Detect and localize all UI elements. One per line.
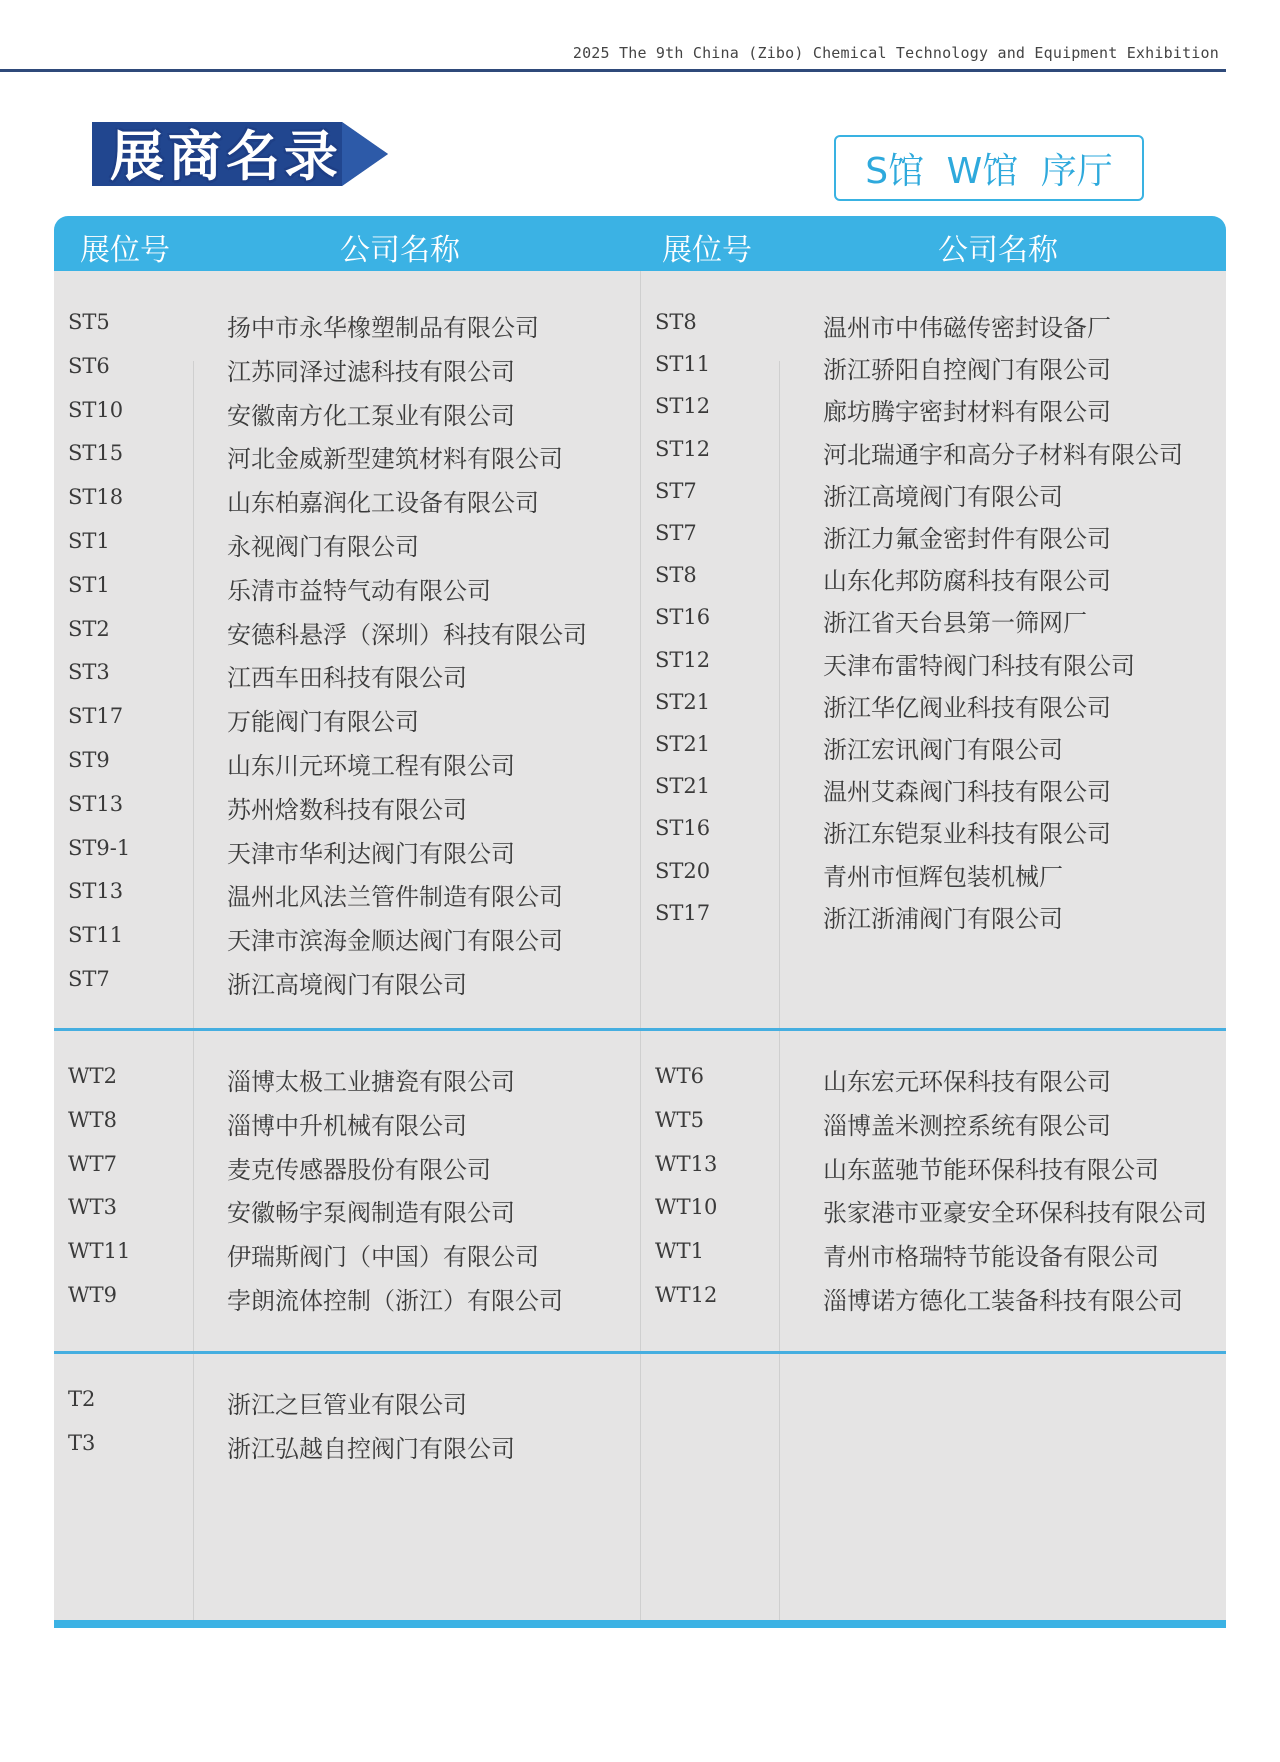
booth-number: ST20 <box>655 858 711 883</box>
company-name: 温州北风法兰管件制造有限公司 <box>227 883 563 912</box>
booth-number: ST12 <box>655 436 711 461</box>
company-name: 浙江东铠泵业科技有限公司 <box>823 820 1111 849</box>
company-name: 安徽南方化工泵业有限公司 <box>227 401 515 430</box>
section-separator <box>54 1028 1226 1031</box>
title-banner <box>92 112 388 190</box>
booth-number: ST18 <box>68 485 124 510</box>
section-separator <box>54 1351 1226 1354</box>
column-header-booth-right: 展位号 <box>662 233 752 268</box>
booth-number: ST7 <box>655 478 697 503</box>
booth-number: ST11 <box>655 352 711 377</box>
company-name: 天津市滨海金顺达阀门有限公司 <box>227 927 563 956</box>
booth-number: WT12 <box>655 1283 718 1307</box>
booth-number: WT8 <box>68 1107 117 1132</box>
company-name: 淄博诺方德化工装备科技有限公司 <box>823 1287 1183 1315</box>
company-name: 浙江之巨管业有限公司 <box>227 1391 467 1419</box>
company-name: 浙江华亿阀业科技有限公司 <box>823 693 1111 722</box>
company-name: 浙江省天台县第一筛网厂 <box>823 609 1087 638</box>
booth-number: WT7 <box>68 1151 117 1176</box>
page-title: 展商名录 <box>110 125 342 188</box>
booth-number: ST8 <box>655 310 697 334</box>
company-name: 浙江宏讯阀门有限公司 <box>823 736 1063 764</box>
booth-number: ST8 <box>655 563 697 588</box>
booth-number: ST1 <box>68 529 110 553</box>
booth-number: WT9 <box>68 1283 117 1307</box>
booth-number: WT13 <box>655 1151 718 1176</box>
header-caption: 2025 The 9th China (Zibo) Chemical Technology and Equipment Exhibition <box>572 44 1219 62</box>
booth-number: WT3 <box>68 1195 117 1220</box>
company-name: 安徽畅宇泵阀制造有限公司 <box>227 1199 515 1228</box>
company-name: 麦克传感器股份有限公司 <box>227 1155 491 1184</box>
column-divider <box>779 361 780 1628</box>
booth-number: ST21 <box>655 774 711 799</box>
company-name: 浙江弘越自控阀门有限公司 <box>227 1434 515 1463</box>
column-divider <box>193 361 194 1628</box>
header-rule <box>0 69 1226 72</box>
booth-number: ST5 <box>68 310 110 334</box>
column-header-company-left: 公司名称 <box>340 233 460 268</box>
company-name: 山东蓝驰节能环保科技有限公司 <box>823 1155 1159 1184</box>
company-name: 孛朗流体控制（浙江）有限公司 <box>227 1287 563 1315</box>
company-name: 山东化邦防腐科技有限公司 <box>823 567 1111 596</box>
company-name: 温州市中伟磁传密封设备厂 <box>823 314 1111 342</box>
booth-number: ST13 <box>68 791 124 816</box>
booth-number: T3 <box>68 1430 96 1455</box>
booth-number: ST21 <box>655 689 711 714</box>
company-name: 河北瑞通宇和高分子材料有限公司 <box>823 440 1183 469</box>
booth-number: ST16 <box>655 605 711 630</box>
company-name: 山东柏嘉润化工设备有限公司 <box>227 489 539 518</box>
booth-number: WT1 <box>655 1239 704 1264</box>
company-name: 万能阀门有限公司 <box>227 708 419 737</box>
booth-number: ST17 <box>655 900 711 925</box>
booth-number: WT2 <box>68 1064 117 1088</box>
column-header-booth-left: 展位号 <box>80 233 170 268</box>
booth-number: ST9-1 <box>68 835 131 860</box>
company-name: 青州市格瑞特节能设备有限公司 <box>823 1243 1159 1272</box>
company-name: 山东川元环境工程有限公司 <box>227 752 515 780</box>
company-name: 河北金威新型建筑材料有限公司 <box>227 445 563 474</box>
company-name: 浙江骄阳自控阀门有限公司 <box>823 356 1111 385</box>
company-name: 江西车田科技有限公司 <box>227 664 467 693</box>
company-name: 天津布雷特阀门科技有限公司 <box>823 651 1135 680</box>
booth-number: ST12 <box>655 394 711 419</box>
booth-number: ST11 <box>68 923 124 948</box>
company-name: 扬中市永华橡塑制品有限公司 <box>227 314 539 342</box>
booth-number: ST16 <box>655 816 711 841</box>
company-name: 淄博中升机械有限公司 <box>227 1111 467 1140</box>
column-divider <box>640 271 641 1628</box>
company-name: 伊瑞斯阀门（中国）有限公司 <box>227 1243 539 1272</box>
booth-number: ST15 <box>68 441 124 466</box>
company-name: 温州艾森阀门科技有限公司 <box>823 778 1111 807</box>
booth-number: ST6 <box>68 353 110 378</box>
booth-number: ST1 <box>68 572 110 597</box>
booth-number: ST9 <box>68 748 110 772</box>
booth-number: WT10 <box>655 1195 718 1220</box>
company-name: 江苏同泽过滤科技有限公司 <box>227 357 515 386</box>
booth-number: ST13 <box>68 879 124 904</box>
booth-number: ST2 <box>68 616 110 641</box>
exhibitor-table <box>54 271 1226 1628</box>
booth-number: ST3 <box>68 660 110 685</box>
company-name: 廊坊腾宇密封材料有限公司 <box>823 398 1111 427</box>
company-name: 张家港市亚豪安全环保科技有限公司 <box>823 1199 1207 1228</box>
booth-number: ST7 <box>655 521 697 545</box>
company-name: 乐清市益特气动有限公司 <box>227 576 491 605</box>
company-name: 安德科悬浮（深圳）科技有限公司 <box>227 620 587 649</box>
hall-label-s: S馆 <box>865 150 925 192</box>
hall-label-lobby: 序厅 <box>1040 150 1113 192</box>
company-name: 浙江高境阀门有限公司 <box>823 482 1063 511</box>
company-name: 浙江力氟金密封件有限公司 <box>823 525 1111 553</box>
booth-number: T2 <box>68 1387 96 1411</box>
booth-number: ST7 <box>68 967 110 991</box>
hall-legend <box>834 135 1144 201</box>
hall-label-w: W馆 <box>946 150 1019 192</box>
company-name: 苏州焓数科技有限公司 <box>227 795 467 824</box>
table-bottom-bar <box>54 1620 1226 1628</box>
company-name: 永视阀门有限公司 <box>227 533 419 561</box>
booth-number: WT6 <box>655 1064 704 1088</box>
company-name: 淄博太极工业搪瓷有限公司 <box>227 1068 515 1096</box>
booth-number: ST12 <box>655 647 711 672</box>
company-name: 天津市华利达阀门有限公司 <box>227 839 515 868</box>
table-header <box>54 216 1226 271</box>
booth-number: WT5 <box>655 1107 704 1132</box>
company-name: 浙江浙浦阀门有限公司 <box>823 904 1063 933</box>
booth-number: ST21 <box>655 732 711 756</box>
booth-number: WT11 <box>68 1239 131 1264</box>
column-header-company-right: 公司名称 <box>938 233 1058 268</box>
company-name: 山东宏元环保科技有限公司 <box>823 1068 1111 1096</box>
booth-number: ST10 <box>68 397 124 422</box>
company-name: 浙江高境阀门有限公司 <box>227 971 467 999</box>
booth-number: ST17 <box>68 704 124 729</box>
company-name: 青州市恒辉包装机械厂 <box>823 862 1063 891</box>
company-name: 淄博盖米测控系统有限公司 <box>823 1111 1111 1140</box>
